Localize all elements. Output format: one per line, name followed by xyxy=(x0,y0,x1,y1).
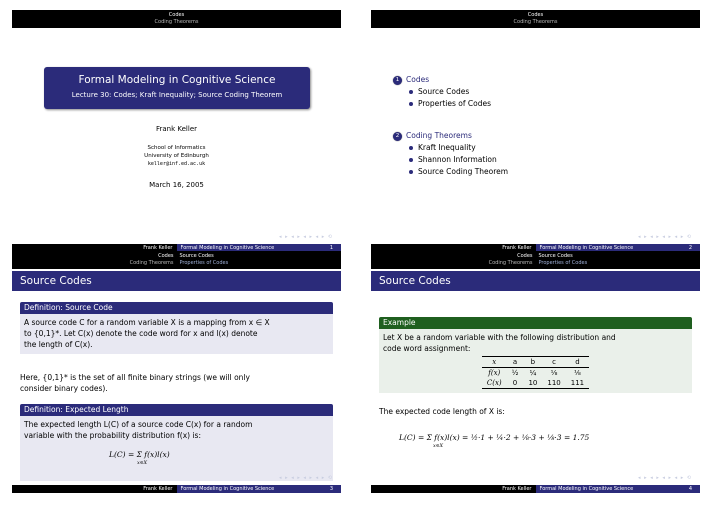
header-bar xyxy=(371,251,700,269)
expected-length-text: The expected code length of X is: xyxy=(379,407,505,416)
body-text: Here, {0,1}* is the set of all finite binary strings (we will only xyxy=(20,373,250,382)
header-properties-of-codes[interactable]: Properties of Codes xyxy=(538,260,588,266)
block-title: Definition: Source Code xyxy=(20,302,333,314)
toc-section-1[interactable] xyxy=(393,74,508,86)
talk-date: March 16, 2005 xyxy=(149,181,204,189)
table-cell: c xyxy=(542,357,565,368)
header-bar xyxy=(371,10,700,28)
toc-subsection-label: Shannon Information xyxy=(418,155,497,164)
author-email: keller@inf.ed.ac.uk xyxy=(147,161,206,167)
header-source-codes[interactable]: Source Codes xyxy=(179,253,214,259)
slide-3 xyxy=(12,251,341,499)
block-text: Let X be a random variable with the following distribution and xyxy=(383,333,616,342)
footer-title: Formal Modeling in Cognitive Science xyxy=(536,244,701,252)
block-text: The expected length L(C) of a source code C(x) for a random xyxy=(24,420,253,429)
block-body xyxy=(379,329,692,393)
block-text: to {0,1}*. Let C(x) denote the code word for x and l(x) denote xyxy=(24,329,258,338)
example-block xyxy=(379,317,692,393)
definition-block-source-code xyxy=(20,302,333,354)
footer-author: Frank Keller xyxy=(143,245,173,251)
table-cell: ¼ xyxy=(529,369,537,377)
navigation-icons[interactable]: ◂ ▸ ◂ ▸ ◂ ▸ ◂ ▸ ⟲ xyxy=(638,475,692,481)
header-coding-theorems[interactable]: Coding Theorems xyxy=(129,260,174,266)
toc-subsection[interactable] xyxy=(393,98,508,110)
table-cell: b xyxy=(523,357,542,368)
toc-section-title: Codes xyxy=(406,75,430,84)
table-cell: 110 xyxy=(542,378,565,389)
table-cell: d xyxy=(566,357,589,368)
navigation-icons[interactable]: ◂ ▸ ◂ ▸ ◂ ▸ ◂ ▸ ⟲ xyxy=(279,475,333,481)
header-coding-theorems[interactable]: Coding Theorems xyxy=(488,260,533,266)
block-title: Example xyxy=(379,317,692,329)
formula-subscript: x∈X xyxy=(137,460,148,466)
header-codes[interactable]: Codes xyxy=(158,253,174,259)
frame-title: Source Codes xyxy=(371,271,700,291)
table-cell: f(x) xyxy=(488,369,501,377)
toc-subsection-label: Source Coding Theorem xyxy=(418,167,509,176)
section-number-badge: 1 xyxy=(393,76,402,85)
table-cell: 0 xyxy=(507,378,524,389)
slide-4 xyxy=(371,251,700,499)
toc-subsection-label: Kraft Inequality xyxy=(418,143,476,152)
bullet-icon xyxy=(409,170,413,174)
explanation-text xyxy=(20,372,333,394)
formula-subscript: x∈X xyxy=(433,443,444,449)
block-text: code word assignment: xyxy=(383,344,471,353)
toc-section-2[interactable] xyxy=(393,130,508,142)
page-number: 4 xyxy=(688,486,692,492)
table-cell: 111 xyxy=(566,378,589,389)
expected-length-formula: L(C) = Σ f(x)l(x) xyxy=(109,450,170,459)
bullet-icon xyxy=(409,102,413,106)
page-number: 3 xyxy=(329,486,333,492)
table-cell: C(x) xyxy=(482,378,507,389)
footer-title: Formal Modeling in Cognitive Science xyxy=(177,244,342,252)
definition-block-expected-length xyxy=(20,404,333,481)
code-word-table xyxy=(482,356,589,389)
bullet-icon xyxy=(409,158,413,162)
header-codes[interactable]: Codes xyxy=(168,12,185,18)
table-row xyxy=(482,378,589,389)
header-codes[interactable]: Codes xyxy=(527,12,544,18)
table-cell: a xyxy=(507,357,524,368)
block-body xyxy=(20,314,333,354)
table-cell: x xyxy=(482,357,507,368)
table-cell: ⅛ xyxy=(550,369,558,377)
institution-line-1: School of Informatics xyxy=(147,145,206,151)
footer-title: Formal Modeling in Cognitive Science xyxy=(177,485,342,493)
toc-subsection[interactable] xyxy=(393,142,508,154)
footer-bar xyxy=(12,485,341,493)
section-number-badge: 2 xyxy=(393,132,402,141)
footer-title: Formal Modeling in Cognitive Science xyxy=(536,485,701,493)
talk-title: Formal Modeling in Cognitive Science xyxy=(78,74,276,86)
frame-title: Source Codes xyxy=(12,271,341,291)
table-row xyxy=(482,368,589,379)
block-text: the length of C(x). xyxy=(24,340,93,349)
footer-author: Frank Keller xyxy=(143,486,173,492)
table-cell: ½ xyxy=(511,369,519,377)
toc-subsection-label: Source Codes xyxy=(418,87,470,96)
header-coding-theorems[interactable]: Coding Theorems xyxy=(513,19,558,25)
block-body xyxy=(20,416,333,481)
footer-bar xyxy=(371,485,700,493)
navigation-icons[interactable]: ◂ ▸ ◂ ▸ ◂ ▸ ◂ ▸ ⟲ xyxy=(279,234,333,240)
footer-author: Frank Keller xyxy=(502,245,532,251)
institution-line-2: University of Edinburgh xyxy=(144,153,209,159)
header-coding-theorems[interactable]: Coding Theorems xyxy=(154,19,199,25)
talk-subtitle: Lecture 30: Codes; Kraft Inequality; Source Coding Theorem xyxy=(71,91,283,99)
slide-2 xyxy=(371,10,700,258)
navigation-icons[interactable]: ◂ ▸ ◂ ▸ ◂ ▸ ◂ ▸ ⟲ xyxy=(638,234,692,240)
block-text: variable with the probability distribution f(x) is: xyxy=(24,431,201,440)
table-row xyxy=(482,357,589,368)
page-number: 1 xyxy=(329,245,333,251)
table-cell: 10 xyxy=(523,378,542,389)
bullet-icon xyxy=(409,146,413,150)
toc-subsection[interactable] xyxy=(393,154,508,166)
toc-subsection-label: Properties of Codes xyxy=(418,99,492,108)
header-bar xyxy=(12,251,341,269)
block-text: A source code C for a random variable X is a mapping from x ∈ X xyxy=(24,318,270,327)
header-codes[interactable]: Codes xyxy=(517,253,533,259)
header-source-codes[interactable]: Source Codes xyxy=(538,253,573,259)
title-box xyxy=(44,67,310,109)
block-title: Definition: Expected Length xyxy=(20,404,333,416)
page-number: 2 xyxy=(688,245,692,251)
toc-subsection[interactable] xyxy=(393,86,508,98)
bullet-icon xyxy=(409,90,413,94)
table-of-contents xyxy=(393,74,508,178)
table-cell: ⅛ xyxy=(574,369,581,377)
toc-subsection[interactable] xyxy=(393,166,508,178)
body-text: consider binary codes). xyxy=(20,384,108,393)
slide-1 xyxy=(12,10,341,258)
header-properties-of-codes[interactable]: Properties of Codes xyxy=(179,260,229,266)
expected-length-calculation: L(C) = Σ f(x)l(x) = ½·1 + ¼·2 + ⅛·3 + ⅛·3 = 1.75 xyxy=(399,433,590,442)
author-name: Frank Keller xyxy=(155,125,198,133)
footer-author: Frank Keller xyxy=(502,486,532,492)
toc-section-title: Coding Theorems xyxy=(406,131,472,140)
header-bar xyxy=(12,10,341,28)
